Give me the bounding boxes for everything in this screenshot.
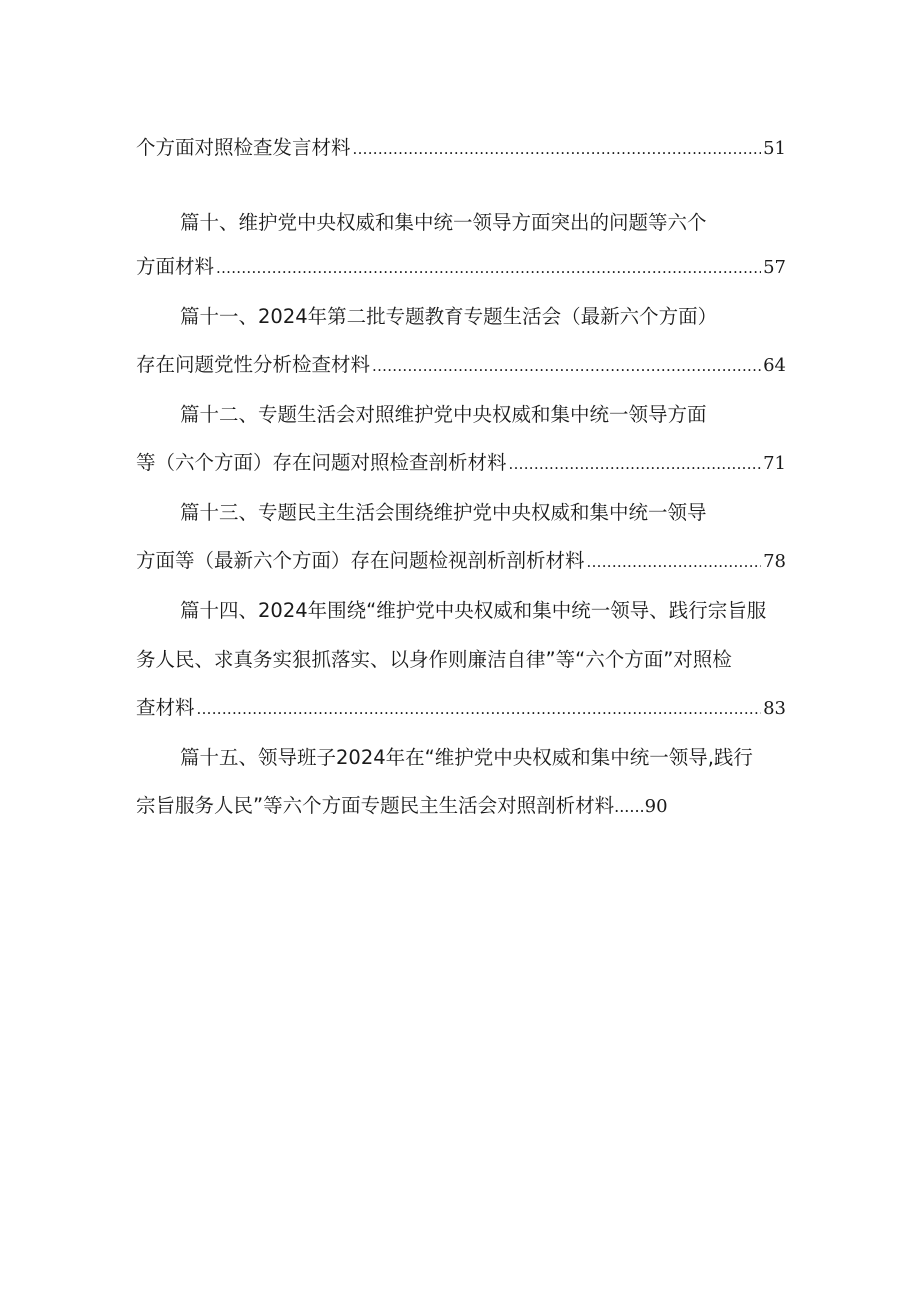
toc-entry-12-line-2[interactable] [136,448,786,478]
toc-entry-10-line-1[interactable] [180,208,786,238]
toc-entry-text: 篇十五、领导班子2024年在“维护党中央权威和集中统一领导,践行 [180,746,753,769]
toc-entry-14-line-1[interactable] [180,596,786,626]
toc-entry-10-line-2[interactable] [136,252,786,282]
toc-page-number: 78 [763,551,786,572]
toc-entry-14-line-3[interactable] [136,693,786,723]
toc-entry-15-line-2[interactable] [136,791,786,821]
toc-page-number: 51 [763,138,786,159]
toc-entry-text: 篇十四、2024年围绕“维护党中央权威和集中统一领导、践行宗旨服 [180,599,767,622]
toc-leader-dots [372,351,761,381]
toc-leader-dots-short: ...... [614,797,645,816]
toc-entry-text: 篇十二、专题生活会对照维护党中央权威和集中统一领导方面 [180,403,707,426]
toc-entry-14-line-2[interactable] [136,645,786,675]
toc-entry-text: 务人民、求真务实狠抓落实、以身作则廉洁自律”等“六个方面”对照检 [136,648,732,671]
toc-entry-13-line-2[interactable] [136,546,786,576]
toc-entry-text: 存在问题党性分析检查材料 [136,353,371,376]
toc-entry-text: 篇十一、2024年第二批专题教育专题生活会（最新六个方面） [180,305,718,328]
toc-entry-13-line-1[interactable] [180,498,786,528]
toc-entry-text: 宗旨服务人民”等六个方面专题民主生活会对照剖析材料 [136,794,615,817]
toc-page-number: 64 [763,355,786,376]
toc-leader-dots [509,449,762,479]
toc-page-number: 83 [763,698,786,719]
toc-entry-text: 等（六个方面）存在问题对照检查剖析材料 [136,451,507,474]
toc-leader-dots [353,134,762,164]
toc-entry-9-line-2[interactable] [136,133,786,163]
toc-entry-15-line-1[interactable] [180,743,786,773]
toc-entry-11-line-1[interactable] [180,302,786,332]
toc-entry-text: 查材料 [136,696,195,719]
toc-entry-text: 个方面对照检查发言材料 [136,136,351,159]
toc-page-number: 90 [644,796,668,817]
toc-leader-dots [587,547,762,577]
toc-entry-text: 方面材料 [136,255,215,278]
toc-leader-dots [197,694,762,724]
toc-entry-text: 方面等（最新六个方面）存在问题检视剖析剖析材料 [136,549,585,572]
toc-entry-text: 篇十、维护党中央权威和集中统一领导方面突出的问题等六个 [180,211,707,234]
toc-page-number: 71 [763,453,786,474]
toc-entry-12-line-1[interactable] [180,400,786,430]
toc-page-number: 57 [763,257,786,278]
toc-leader-dots [216,253,761,283]
toc-entry-11-line-2[interactable] [136,350,786,380]
toc-entry-text: 篇十三、专题民主生活会围绕维护党中央权威和集中统一领导 [180,501,707,524]
